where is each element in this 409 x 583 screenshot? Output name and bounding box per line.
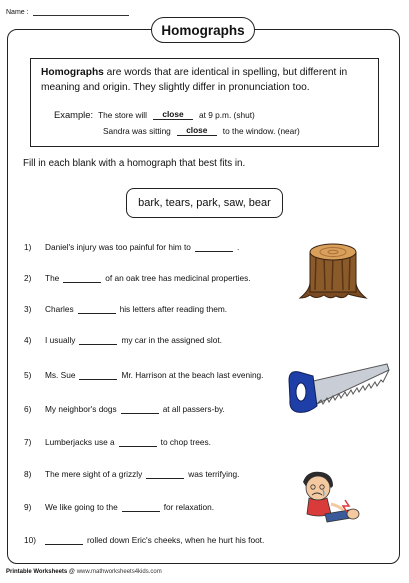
boy-foot [347, 509, 359, 519]
question-text-before: We like going to the [45, 502, 118, 512]
hand-saw-picture [287, 360, 391, 418]
saw-blade [309, 364, 389, 404]
question-text-after: Mr. Harrison at the beach last evening. [121, 370, 264, 380]
question-number: 3) [24, 304, 32, 314]
answer-blank[interactable] [63, 275, 101, 283]
question-text-after: . [236, 242, 240, 252]
answer-blank[interactable] [45, 537, 83, 545]
footer-brand: Printable Worksheets [6, 569, 68, 575]
definition-term: Homographs [41, 67, 104, 78]
instruction: Fill in each blank with a homograph that best fits in. [23, 158, 246, 169]
answer-blank[interactable] [79, 372, 117, 380]
name-label: Name : [6, 9, 29, 16]
example-row-2: Sandra was sitting close to the window. (near) [103, 125, 300, 136]
question-text-before: Daniel's injury was too painful for him to [45, 242, 191, 252]
question-text-before: The mere sight of a grizzly [45, 469, 143, 479]
question-item [24, 242, 239, 252]
answer-blank[interactable] [146, 471, 184, 479]
question-number: 8) [24, 469, 32, 479]
question-item [24, 304, 227, 314]
question-text-after: to chop trees. [160, 437, 211, 447]
question-item [24, 404, 225, 414]
example-answer-1: close [153, 109, 193, 120]
question-number: 5) [24, 370, 32, 380]
question-number: 6) [24, 404, 32, 414]
question-number: 1) [24, 242, 32, 252]
boy-face [306, 476, 330, 500]
stump-top [310, 244, 356, 260]
footer: Printable Worksheets @ www.mathworksheets4kids.com [6, 569, 162, 575]
question-number: 7) [24, 437, 32, 447]
question-number: 10) [24, 535, 36, 545]
question-number: 9) [24, 502, 32, 512]
footer-url[interactable]: www.mathworksheets4kids.com [76, 569, 162, 575]
question-text-before: Ms. Sue [45, 370, 76, 380]
answer-blank[interactable] [195, 244, 233, 252]
question-item [24, 502, 214, 512]
question-item [24, 535, 264, 545]
name-row [6, 9, 129, 16]
question-text-before: Lumberjacks use a [45, 437, 115, 447]
question-text-after: of an oak tree has medicinal properties. [105, 273, 251, 283]
question-number: 2) [24, 273, 32, 283]
answer-blank[interactable] [121, 406, 159, 414]
question-text-after: was terrifying. [188, 469, 240, 479]
tree-stump-picture [296, 240, 370, 302]
saw-handle-grip [296, 383, 306, 401]
question-text-after: my car in the assigned slot. [121, 335, 222, 345]
word-bank: bark, tears, park, saw, bear [126, 188, 283, 218]
question-number: 4) [24, 335, 32, 345]
question-text-before: I usually [45, 335, 76, 345]
boy-hand [331, 504, 343, 510]
question-text-after: for relaxation. [163, 502, 215, 512]
question-text-after: at all passers-by. [162, 404, 225, 414]
question-item [24, 273, 251, 283]
question-item [24, 370, 263, 380]
example-row-1: Example: The store will close at 9 p.m. (shut) [54, 109, 255, 120]
example-answer-2: close [177, 125, 217, 136]
question-text-before: My neighbor's dogs [45, 404, 117, 414]
question-item [24, 469, 239, 479]
definition-text: Homographs are words that are identical in spelling, but different in meaning and origin. They slightly differ in pronunciation too. [41, 67, 348, 93]
question-text-after: rolled down Eric's cheeks, when he hurt his foot. [87, 535, 265, 545]
question-text-before: The [45, 273, 60, 283]
question-item [24, 335, 222, 345]
question-item [24, 437, 211, 447]
question-text-before: Charles [45, 304, 74, 314]
example-label: Example: [54, 109, 94, 120]
answer-blank[interactable] [79, 337, 117, 345]
question-text-after: his letters after reading them. [119, 304, 228, 314]
answer-blank[interactable] [119, 439, 157, 447]
name-field[interactable] [33, 9, 129, 16]
page-title: Homographs [151, 17, 255, 43]
answer-blank[interactable] [122, 504, 160, 512]
answer-blank[interactable] [78, 306, 116, 314]
crying-boy-picture [297, 468, 361, 528]
